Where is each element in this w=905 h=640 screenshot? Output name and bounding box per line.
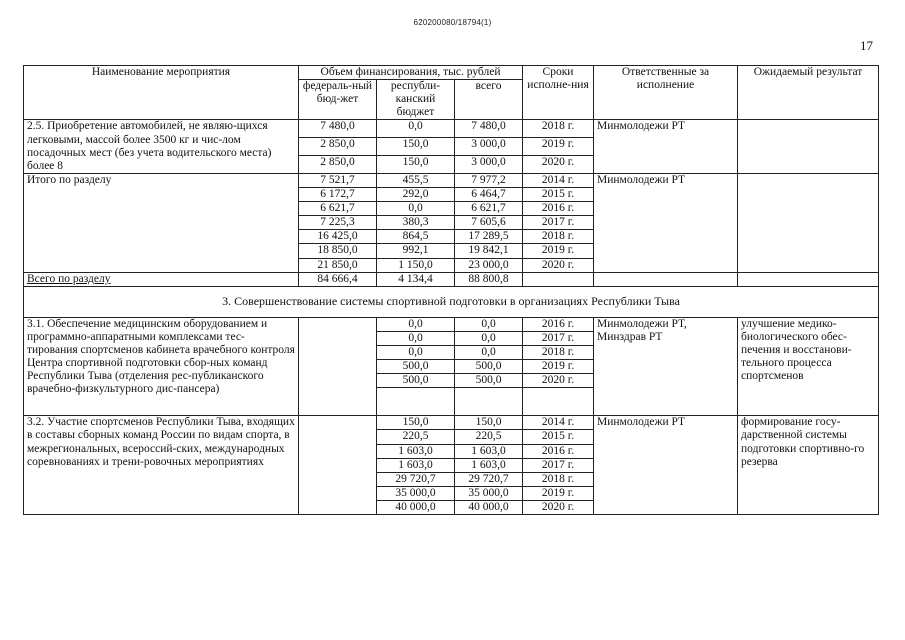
table-row — [24, 416, 879, 430]
cell-republic: 0,0 — [377, 331, 455, 345]
cell-republic: 292,0 — [377, 187, 455, 201]
cell-total: 23 000,0 — [455, 258, 523, 272]
cell-federal: 2 850,0 — [299, 156, 377, 174]
cell-total: 40 000,0 — [455, 500, 523, 514]
table-row — [24, 317, 879, 331]
cell-year: 2017 г. — [523, 458, 594, 472]
cell-republic: 150,0 — [377, 156, 455, 174]
page-number: 17 — [860, 38, 873, 53]
cell-year: 2015 г. — [523, 430, 594, 444]
grand-total-year — [523, 272, 594, 286]
header-result: Ожидаемый результат — [738, 66, 879, 120]
cell-total: 500,0 — [455, 360, 523, 374]
cell-republic: 1 603,0 — [377, 444, 455, 458]
cell-republic: 220,5 — [377, 430, 455, 444]
section-total-name: Итого по разделу — [24, 173, 299, 272]
cell-year: 2016 г. — [523, 317, 594, 331]
cell-year: 2018 г. — [523, 120, 594, 138]
item-3-1-result: улучшение медико-биологического обес-печения и восстанови-тельного процесса спортсменов — [738, 317, 879, 416]
cell-year: 2018 г. — [523, 472, 594, 486]
cell-total: 3 000,0 — [455, 138, 523, 156]
cell-year: 2019 г. — [523, 138, 594, 156]
header-federal: федераль-ный бюд-жет — [299, 80, 377, 120]
cell-total: 0,0 — [455, 317, 523, 331]
cell-federal: 6 172,7 — [299, 187, 377, 201]
table-row — [24, 120, 879, 138]
cell-republic: 992,1 — [377, 244, 455, 258]
financing-table — [23, 65, 879, 515]
cell-total: 500,0 — [455, 374, 523, 388]
cell-total: 3 000,0 — [455, 156, 523, 174]
header-republic: республи-канский бюджет — [377, 80, 455, 120]
cell-year: 2019 г. — [523, 486, 594, 500]
cell-year: 2018 г. — [523, 345, 594, 359]
cell-republic: 0,0 — [377, 120, 455, 138]
header-total: всего — [455, 80, 523, 120]
cell-total: 35 000,0 — [455, 486, 523, 500]
cell-total: 17 289,5 — [455, 230, 523, 244]
cell-republic: 0,0 — [377, 345, 455, 359]
cell-republic: 864,5 — [377, 230, 455, 244]
cell-year: 2014 г. — [523, 173, 594, 187]
header-name: Наименование мероприятия — [24, 66, 299, 120]
cell-total: 6 621,7 — [455, 202, 523, 216]
cell-total: 7 977,2 — [455, 173, 523, 187]
grand-total-responsible — [594, 272, 738, 286]
item-2-5-responsible: Минмолодежи РТ — [594, 120, 738, 173]
cell-year: 2015 г. — [523, 187, 594, 201]
cell-total: 1 603,0 — [455, 458, 523, 472]
cell-republic: 150,0 — [377, 138, 455, 156]
cell-republic: 0,0 — [377, 202, 455, 216]
cell-total: 19 842,1 — [455, 244, 523, 258]
cell-republic: 40 000,0 — [377, 500, 455, 514]
item-3-2-name: 3.2. Участие спортсменов Республики Тыва, входящих в составы сборных команд России по видам спорта, в межрегиональных, всероссий-ских, международных соревнованиях и трени-ровочных мероприятиях — [24, 416, 299, 515]
header-responsible: Ответственные за исполнение — [594, 66, 738, 120]
grand-total-republic: 4 134,4 — [377, 272, 455, 286]
cell-republic: 380,3 — [377, 216, 455, 230]
document-id: 620200080/18794(1) — [413, 18, 492, 27]
cell-year: 2016 г. — [523, 202, 594, 216]
section-total-responsible: Минмолодежи РТ — [594, 173, 738, 272]
cell-republic: 29 720,7 — [377, 472, 455, 486]
item-3-2-result: формирование госу-дарственной системы подготовки спортивно-го резерва — [738, 416, 879, 515]
item-2-5-name: 2.5. Приобретение автомобилей, не являю-щихся легковыми, массой более 3500 кг и чис-лом посадочных мест (без учета водительского места) более 8 — [24, 120, 299, 173]
cell-republic: 150,0 — [377, 416, 455, 430]
grand-total-name: Всего по разделу — [24, 272, 299, 286]
cell-year: 2014 г. — [523, 416, 594, 430]
item-2-5-result — [738, 120, 879, 173]
header-terms: Сроки исполне-ния — [523, 66, 594, 120]
cell-year: 2018 г. — [523, 230, 594, 244]
cell-total: 29 720,7 — [455, 472, 523, 486]
cell-republic: 455,5 — [377, 173, 455, 187]
cell-total: 150,0 — [455, 416, 523, 430]
cell-federal: 21 850,0 — [299, 258, 377, 272]
cell-federal: 16 425,0 — [299, 230, 377, 244]
cell-total: 1 603,0 — [455, 444, 523, 458]
cell-total: 0,0 — [455, 345, 523, 359]
cell-year: 2019 г. — [523, 244, 594, 258]
item-3-2-federal — [299, 416, 377, 515]
cell-total: 6 464,7 — [455, 187, 523, 201]
cell-republic: 1 150,0 — [377, 258, 455, 272]
cell-year: 2019 г. — [523, 360, 594, 374]
cell-federal: 6 621,7 — [299, 202, 377, 216]
item-3-1-responsible: Минмолодежи РТ, Минздрав РТ — [594, 317, 738, 416]
cell-total: 0,0 — [455, 331, 523, 345]
cell-federal: 7 480,0 — [299, 120, 377, 138]
cell-total: 220,5 — [455, 430, 523, 444]
cell-year: 2020 г. — [523, 500, 594, 514]
cell-federal: 2 850,0 — [299, 138, 377, 156]
table-header-row — [24, 66, 879, 80]
cell-year-empty — [523, 388, 594, 416]
section-3-heading: 3. Совершенствование системы спортивной подготовки в организациях Республики Тыва — [24, 286, 879, 317]
cell-total: 7 480,0 — [455, 120, 523, 138]
cell-total-empty — [455, 388, 523, 416]
grand-total-result — [738, 272, 879, 286]
cell-republic: 0,0 — [377, 317, 455, 331]
item-3-1-name: 3.1. Обеспечение медицинским оборудованием и программно-аппаратными комплексами тес-тирования спортсменов кабинета врачебного контроля Центра спортивной подготовки сбор-ных команд Республики Тыва (отделения рес-публиканского врачебно-физкультурного дис-пансера) — [24, 317, 299, 416]
cell-republic: 500,0 — [377, 360, 455, 374]
item-3-2-responsible: Минмолодежи РТ — [594, 416, 738, 515]
cell-total: 7 605,6 — [455, 216, 523, 230]
cell-year: 2020 г. — [523, 374, 594, 388]
cell-year: 2017 г. — [523, 216, 594, 230]
cell-republic-empty — [377, 388, 455, 416]
cell-year: 2016 г. — [523, 444, 594, 458]
section-heading-row — [24, 286, 879, 317]
header-financing: Объем финансирования, тыс. рублей — [299, 66, 523, 80]
grand-total-federal: 84 666,4 — [299, 272, 377, 286]
cell-republic: 35 000,0 — [377, 486, 455, 500]
cell-year: 2020 г. — [523, 258, 594, 272]
grand-total-row — [24, 272, 879, 286]
cell-federal: 7 521,7 — [299, 173, 377, 187]
cell-year: 2020 г. — [523, 156, 594, 174]
table-row — [24, 173, 879, 187]
cell-republic: 500,0 — [377, 374, 455, 388]
cell-year: 2017 г. — [523, 331, 594, 345]
cell-federal: 18 850,0 — [299, 244, 377, 258]
cell-republic: 1 603,0 — [377, 458, 455, 472]
item-3-1-federal — [299, 317, 377, 416]
cell-federal: 7 225,3 — [299, 216, 377, 230]
section-total-result — [738, 173, 879, 272]
grand-total-total: 88 800,8 — [455, 272, 523, 286]
